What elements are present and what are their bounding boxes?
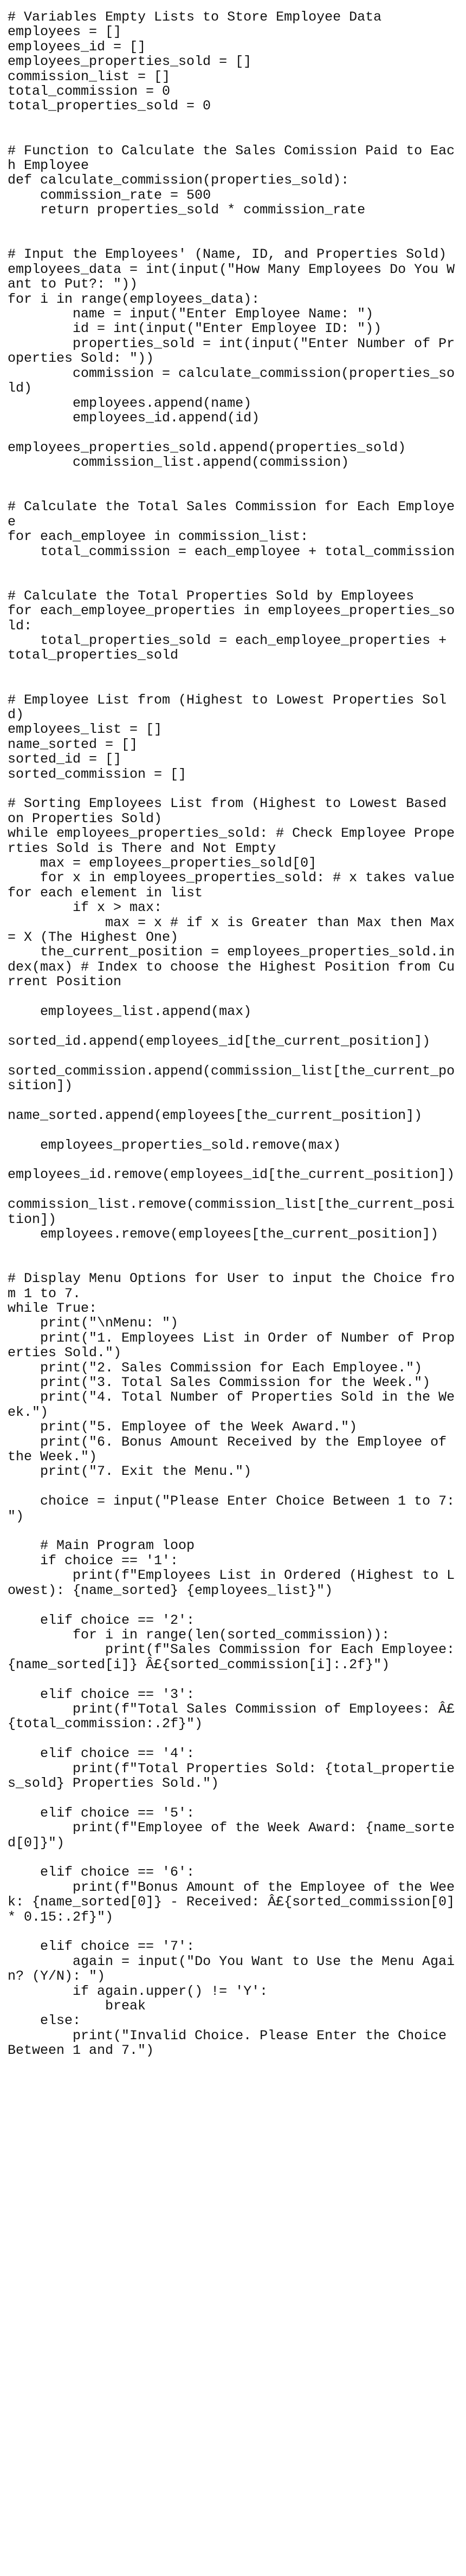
code-line [8,1049,458,1063]
code-line: break [8,1998,146,2014]
code-line: # Input the Employees' (Name, ID, and Properties Sold) [8,246,447,263]
code-line: employees_id.append(id) [8,409,260,426]
code-line: id = int(input("Enter Employee ID: ")) [8,321,382,337]
code-line [8,232,458,247]
code-line [8,1241,458,1256]
code-line: elif choice == '5': [8,1805,195,1821]
code-line: print(f"Total Properties Sold: {total_properties_sold} Properties Sold.") [8,1760,455,1791]
code-line [8,1257,458,1271]
code-line: employees.remove(employees[the_current_position]) [8,1226,439,1243]
code-line [8,1182,458,1197]
code-line: employees_list = [] [8,721,163,738]
code-line: print(f"Employee of the Week Award: {name_sorted[0]}") [8,1820,455,1851]
code-line [8,1524,458,1538]
code-line: employees_data = int(input("How Many Employees Do You Want to Put?: ")) [8,261,455,292]
code-line: commission_list.remove(commission_list[the_current_position]) [8,1196,455,1227]
code-line: elif choice == '4': [8,1746,195,1762]
code-document [8,9,463,2059]
code-line: employees_id = [] [8,38,146,55]
code-line [8,128,458,143]
code-line [8,678,458,692]
code-line: total_commission = 0 [8,83,171,100]
code-line: properties_sold = int(input("Enter Number of Properties Sold: ")) [8,335,455,367]
code-line: choice = input("Please Enter Choice Between 1 to 7: ") [8,1493,463,1524]
code-line: name_sorted = [] [8,736,138,752]
code-line: print("2. Sales Commission for Each Employee.") [8,1359,423,1376]
code-line: print("6. Bonus Amount Received by the Employee of the Week.") [8,1434,455,1465]
code-line [8,470,458,485]
code-line: print("1. Employees List in Order of Number of Properties Sold.") [8,1330,455,1361]
code-line: else: [8,2013,81,2029]
code-line [8,574,458,588]
code-line: for x in employees_properties_sold: # x takes value for each element in list [8,870,463,901]
code-line: print(f"Bonus Amount of the Employee of the Week: {name_sorted[0]} - Received: Â£{sorted_commission[0] * 0.15:.2f}") [8,1879,463,1925]
code-line: # Function to Calculate the Sales Comission Paid to Each Employee [8,142,455,174]
code-line: # Main Program loop [8,1538,195,1554]
code-line: for i in range(len(sorted_commission)): [8,1627,390,1643]
code-line: max = employees_properties_sold[0] [8,855,317,871]
code-line: total_commission = each_employee + total_commission [8,543,455,560]
code-line: # Employee List from (Highest to Lowest Properties Sold) [8,692,447,723]
code-line: employees_id.remove(employees_id[the_current_position]) [8,1167,455,1183]
code-line: total_properties_sold = each_employee_properties + total_properties_sold [8,632,455,663]
code-line: # Sorting Employees List from (Highest to Lowest Based on Properties Sold) [8,796,455,827]
code-line: elif choice == '3': [8,1686,195,1702]
code-line: # Variables Empty Lists to Store Employee Data [8,9,382,25]
code-line: employees_properties_sold = [] [8,54,252,70]
code-line: for i in range(employees_data): [8,291,260,307]
code-line: # Calculate the Total Sales Commission for Each Employee [8,499,455,530]
code-line: for each_employee_properties in employees_properties_sold: [8,603,455,634]
code-line: commission_list.append(commission) [8,454,350,471]
code-line [8,1019,458,1033]
code-line: print("3. Total Sales Commission for the Week.") [8,1375,431,1391]
code-line: elif choice == '7': [8,1938,195,1955]
code-line: elif choice == '2': [8,1612,195,1628]
code-line: print(f"Total Sales Commission of Employees: Â£{total_commission:.2f}") [8,1701,455,1732]
code-line: employees_list.append(max) [8,1004,252,1020]
code-line [8,485,458,499]
code-line [8,1791,458,1805]
code-line: def calculate_commission(properties_sold): [8,172,350,188]
code-line: name = input("Enter Employee Name: ") [8,306,374,322]
code-line: if again.upper() != 'Y': [8,1983,268,1999]
code-line: while True: [8,1300,98,1317]
code-line: name_sorted.append(employees[the_current_position]) [8,1107,423,1123]
code-line [8,1598,458,1612]
code-line: if x > max: [8,900,163,916]
code-line: print("Invalid Choice. Please Enter the Choice Between 1 and 7.") [8,2027,455,2059]
code-line: return properties_sold * commission_rate [8,202,366,218]
code-line: print("7. Exit the Menu.") [8,1463,252,1480]
code-line [8,1479,458,1494]
code-line: print(f"Employees List in Ordered (Highest to Lowest): {name_sorted} {employees_list}") [8,1567,455,1598]
code-line [8,1123,458,1137]
code-line: # Display Menu Options for User to input the Choice from 1 to 7. [8,1271,455,1302]
code-line [8,990,458,1004]
code-line: sorted_id = [] [8,751,122,767]
code-line [8,218,458,232]
code-line: sorted_commission = [] [8,766,187,782]
code-line [8,425,458,440]
code-line: commission_list = [] [8,68,171,84]
code-line: total_properties_sold = 0 [8,98,211,114]
code-line: while employees_properties_sold: # Check Employee Properties Sold is There and Not Empty [8,825,455,856]
code-line [8,782,458,796]
code-line: # Calculate the Total Properties Sold by Employees [8,588,415,604]
code-line: print("5. Employee of the Week Award.") [8,1419,358,1435]
code-line [8,663,458,678]
code-line: print("\nMenu: ") [8,1315,179,1331]
code-line: commission = calculate_commission(properties_sold) [8,365,455,396]
code-line: print("4. Total Number of Properties Sold in the Week.") [8,1389,455,1420]
code-line [8,114,458,128]
code-line: again = input("Do You Want to Use the Menu Again? (Y/N): ") [8,1953,455,1985]
code-line: the_current_position = employees_properties_sold.index(max) # Index to choose the Highest Position from Current Position [8,944,455,990]
code-line: for each_employee in commission_list: [8,529,309,545]
code-line [8,1093,458,1108]
code-line: sorted_commission.append(commission_list[the_current_position]) [8,1063,455,1094]
code-line: max = x # if x is Greater than Max then Max = X (The Highest One) [8,914,463,945]
code-line: print(f"Sales Commission for Each Employee: {name_sorted[i]} Â£{sorted_commission[i]:.2f}") [8,1642,463,1673]
code-line: if choice == '1': [8,1552,179,1569]
code-line: employees.append(name) [8,395,252,411]
code-line: elif choice == '6': [8,1864,195,1881]
code-line: employees_properties_sold.remove(max) [8,1137,341,1153]
code-line: employees_properties_sold.append(properties_sold) [8,439,406,456]
code-line [8,1153,458,1167]
code-line [8,1850,458,1865]
code-line [8,1924,458,1939]
code-line [8,1672,458,1687]
code-line [8,559,458,574]
code-line: employees = [] [8,24,122,40]
code-line: commission_rate = 500 [8,187,211,203]
code-line: sorted_id.append(employees_id[the_current_position]) [8,1033,431,1049]
code-line [8,1732,458,1746]
